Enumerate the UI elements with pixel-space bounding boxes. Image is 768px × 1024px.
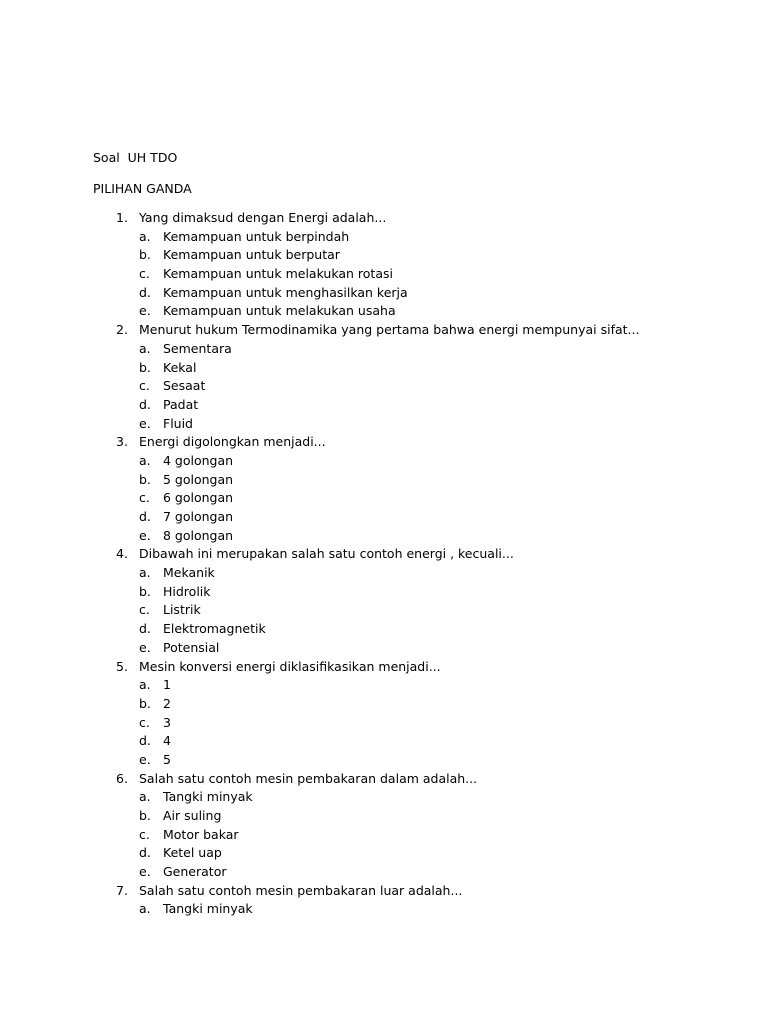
option-item xyxy=(0,265,768,284)
option-letter: c. xyxy=(139,490,150,506)
option-item xyxy=(0,751,768,770)
option-letter: d. xyxy=(139,509,151,524)
question-item xyxy=(0,321,768,340)
option-text: Kemampuan untuk melakukan usaha xyxy=(163,303,396,319)
option-text: Sementara xyxy=(163,340,232,356)
section-title: PILIHAN GANDA xyxy=(93,181,192,196)
option-text: Kemampuan untuk berputar xyxy=(163,247,340,263)
option-item xyxy=(0,508,768,527)
option-text: 7 golongan xyxy=(163,509,234,524)
question-text: Yang dimaksud dengan Energi adalah... xyxy=(139,210,387,225)
question-item xyxy=(0,545,768,564)
option-letter: a. xyxy=(139,228,151,244)
option-letter: c. xyxy=(139,602,150,618)
option-item xyxy=(0,564,768,583)
option-text: Padat xyxy=(163,396,199,412)
option-text: Listrik xyxy=(163,602,201,618)
option-letter: e. xyxy=(139,639,151,655)
option-text: 2 xyxy=(163,695,171,711)
document-title: Soal UH TDO xyxy=(93,150,178,165)
question-number: 5. xyxy=(116,658,128,674)
option-letter: d. xyxy=(139,621,151,637)
question-number: 4. xyxy=(116,546,128,562)
option-letter: c. xyxy=(139,266,150,282)
option-text: Kekal xyxy=(163,359,197,375)
option-text: 4 golongan xyxy=(163,452,234,468)
option-item xyxy=(0,452,768,471)
option-text: Potensial xyxy=(163,639,220,655)
question-text: Energi digolongkan menjadi... xyxy=(139,434,326,450)
option-letter: b. xyxy=(139,583,151,599)
option-letter: a. xyxy=(139,452,151,468)
option-item xyxy=(0,844,768,863)
option-text: Fluid xyxy=(163,415,193,431)
option-text: Motor bakar xyxy=(163,826,239,842)
question-text: Salah satu contoh mesin pembakaran dalam adalah... xyxy=(139,770,478,786)
question-item xyxy=(0,209,768,228)
question-number: 3. xyxy=(116,434,128,450)
option-item xyxy=(0,284,768,303)
option-letter: e. xyxy=(139,415,151,431)
option-item xyxy=(0,695,768,714)
question-number: 7. xyxy=(116,882,128,898)
option-letter: b. xyxy=(139,247,151,263)
question-list xyxy=(0,209,768,919)
option-letter: a. xyxy=(139,340,151,356)
option-letter: a. xyxy=(139,677,151,693)
option-item xyxy=(0,863,768,882)
option-item xyxy=(0,788,768,807)
option-item xyxy=(0,583,768,602)
option-item xyxy=(0,620,768,639)
option-item xyxy=(0,396,768,415)
option-letter: a. xyxy=(139,901,151,917)
option-item xyxy=(0,471,768,490)
option-item xyxy=(0,359,768,378)
option-letter: a. xyxy=(139,789,151,805)
option-item xyxy=(0,826,768,845)
option-item xyxy=(0,340,768,359)
option-letter: b. xyxy=(139,359,151,375)
option-text: Mekanik xyxy=(163,565,215,581)
option-item xyxy=(0,676,768,695)
option-letter: c. xyxy=(139,826,150,842)
option-letter: c. xyxy=(139,714,150,730)
question-number: 6. xyxy=(116,770,128,786)
question-number: 2. xyxy=(116,322,128,338)
option-text: Generator xyxy=(163,864,227,880)
option-text: 5 golongan xyxy=(163,471,234,487)
option-text: Tangki minyak xyxy=(163,789,253,805)
option-text: 1 xyxy=(163,677,171,693)
option-item xyxy=(0,639,768,658)
question-item xyxy=(0,882,768,901)
option-text: Kemampuan untuk menghasilkan kerja xyxy=(163,284,408,300)
option-letter: e. xyxy=(139,303,151,319)
option-item xyxy=(0,900,768,919)
option-text: Elektromagnetik xyxy=(163,621,266,637)
option-letter: b. xyxy=(139,808,151,823)
option-text: 5 xyxy=(163,751,171,767)
question-item xyxy=(0,433,768,452)
option-letter: a. xyxy=(139,565,151,581)
option-item xyxy=(0,377,768,396)
option-item xyxy=(0,527,768,546)
question-text: Dibawah ini merupakan salah satu contoh energi , kecuali... xyxy=(139,546,514,562)
option-letter: d. xyxy=(139,845,151,861)
option-letter: e. xyxy=(139,864,151,880)
option-letter: d. xyxy=(139,733,151,749)
option-text: Ketel uap xyxy=(163,845,222,861)
option-letter: c. xyxy=(139,378,150,394)
option-item xyxy=(0,807,768,826)
question-item xyxy=(0,658,768,677)
question-text: Menurut hukum Termodinamika yang pertama bahwa energi mempunyai sifat... xyxy=(139,322,640,338)
option-text: Air suling xyxy=(163,808,222,823)
question-item xyxy=(0,770,768,789)
option-item xyxy=(0,302,768,321)
option-text: Sesaat xyxy=(163,378,206,394)
option-text: Kemampuan untuk berpindah xyxy=(163,228,350,244)
option-letter: e. xyxy=(139,527,151,543)
option-text: Kemampuan untuk melakukan rotasi xyxy=(163,266,393,282)
option-item xyxy=(0,228,768,247)
option-text: Hidrolik xyxy=(163,583,211,599)
option-text: Tangki minyak xyxy=(163,901,253,917)
option-item xyxy=(0,732,768,751)
option-text: 3 xyxy=(163,714,171,730)
option-letter: b. xyxy=(139,471,151,487)
option-letter: e. xyxy=(139,751,151,767)
option-item xyxy=(0,246,768,265)
option-item xyxy=(0,601,768,620)
option-text: 6 golongan xyxy=(163,490,234,506)
question-text: Salah satu contoh mesin pembakaran luar adalah... xyxy=(139,882,463,898)
option-letter: d. xyxy=(139,396,151,412)
option-item xyxy=(0,489,768,508)
option-text: 8 golongan xyxy=(163,527,234,543)
option-text: 4 xyxy=(163,733,171,749)
question-text: Mesin konversi energi diklasifikasikan menjadi... xyxy=(139,658,441,674)
option-letter: d. xyxy=(139,284,151,300)
option-letter: b. xyxy=(139,695,151,711)
option-item xyxy=(0,415,768,434)
option-item xyxy=(0,714,768,733)
question-number: 1. xyxy=(116,210,128,225)
